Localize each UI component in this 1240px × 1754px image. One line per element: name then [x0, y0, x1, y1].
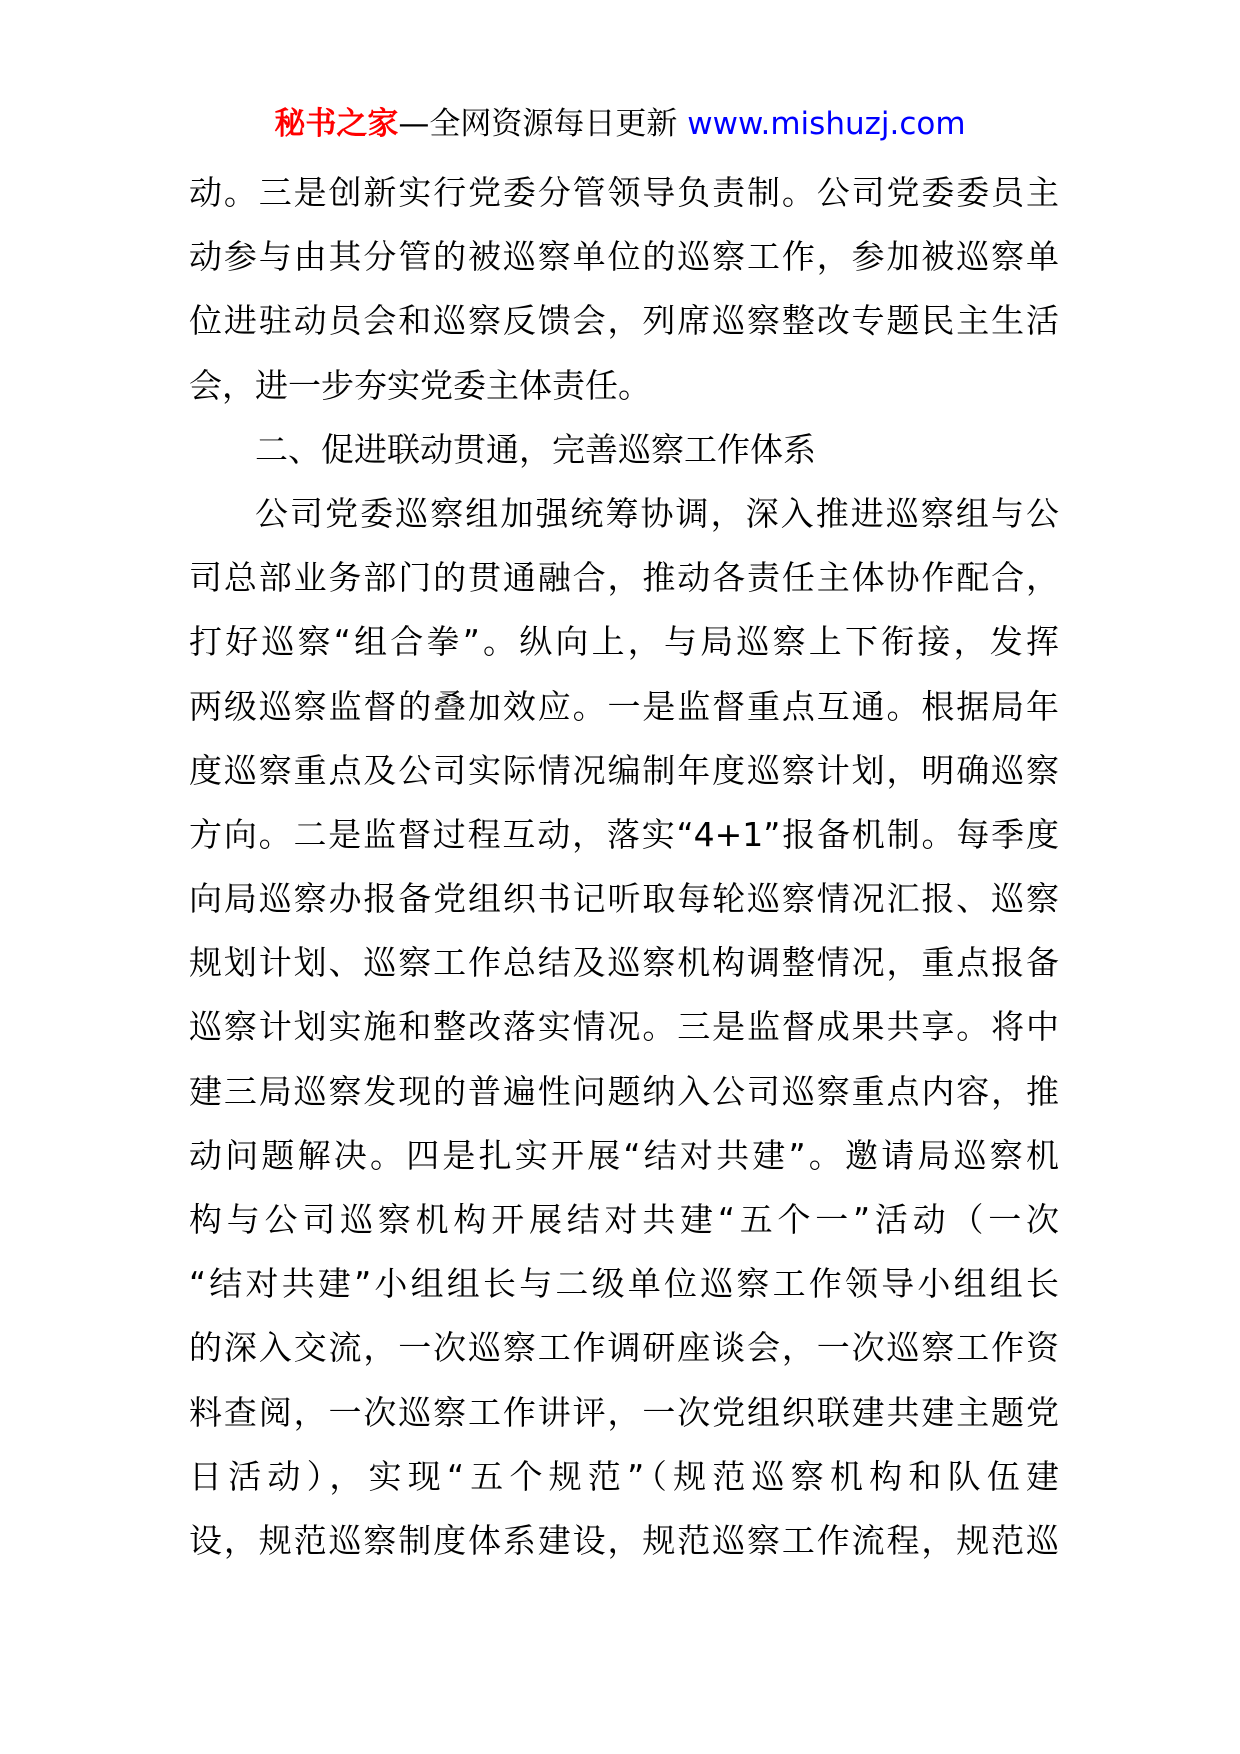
paragraph-line: “结对共建”小组组长与二级单位巡察工作领导小组组长 [189, 1264, 1059, 1304]
paragraph-line: 建三局巡察发现的普遍性问题纳入公司巡察重点内容，推 [189, 1071, 1059, 1111]
paragraph-line: 位进驻动员会和巡察反馈会，列席巡察整改专题民主生活 [189, 301, 1059, 341]
paragraph-line: 打好巡察“组合拳”。纵向上，与局巡察上下衔接，发挥 [189, 622, 1059, 662]
paragraph-line: 构与公司巡察机构开展结对共建“五个一”活动（一次 [189, 1200, 1059, 1239]
paragraph-line: 公司党委巡察组加强统筹协调，深入推进巡察组与公 [255, 493, 1059, 533]
paragraph-line: 设，规范巡察制度体系建设，规范巡察工作流程，规范巡 [189, 1520, 1059, 1560]
paragraph-line: 料查阅，一次巡察工作讲评，一次党组织联建共建主题党 [189, 1392, 1059, 1432]
page-header [0, 98, 1240, 150]
paragraph-line: 巡察计划实施和整改落实情况。三是监督成果共享。将中 [189, 1007, 1059, 1047]
paragraph-line: 向局巡察办报备党组织书记听取每轮巡察情况汇报、巡察 [189, 879, 1059, 919]
paragraph-line: 动问题解决。四是扎实开展“结对共建”。邀请局巡察机 [189, 1135, 1059, 1175]
paragraph-line: 度巡察重点及公司实际情况编制年度巡察计划，明确巡察 [189, 750, 1059, 790]
paragraph-line: 会，进一步夯实党委主体责任。 [189, 365, 651, 405]
paragraph-line: 日活动），实现“五个规范”（规范巡察机构和队伍建 [189, 1456, 1059, 1496]
document-body [189, 161, 1059, 1573]
section-heading: 二、促进联动贯通，完善巡察工作体系 [255, 429, 816, 469]
header-brand: 秘书之家 [274, 106, 399, 142]
paragraph-line: 动参与由其分管的被巡察单位的巡察工作，参加被巡察单 [189, 237, 1059, 277]
header-tagline: —全网资源每日更新 [398, 106, 678, 142]
paragraph-line: 方向。二是监督过程互动，落实“4+1”报备机制。每季度 [189, 814, 1059, 854]
paragraph-line: 司总部业务部门的贯通融合，推动各责任主体协作配合， [189, 558, 1059, 598]
header-site-link[interactable]: www.mishuzj.com [687, 106, 966, 142]
paragraph-line: 规划计划、巡察工作总结及巡察机构调整情况，重点报备 [189, 943, 1059, 983]
paragraph-line: 的深入交流，一次巡察工作调研座谈会，一次巡察工作资 [189, 1328, 1059, 1368]
paragraph-line: 动。三是创新实行党委分管领导负责制。公司党委委员主 [189, 173, 1059, 212]
paragraph-line: 两级巡察监督的叠加效应。一是监督重点互通。根据局年 [189, 686, 1059, 726]
